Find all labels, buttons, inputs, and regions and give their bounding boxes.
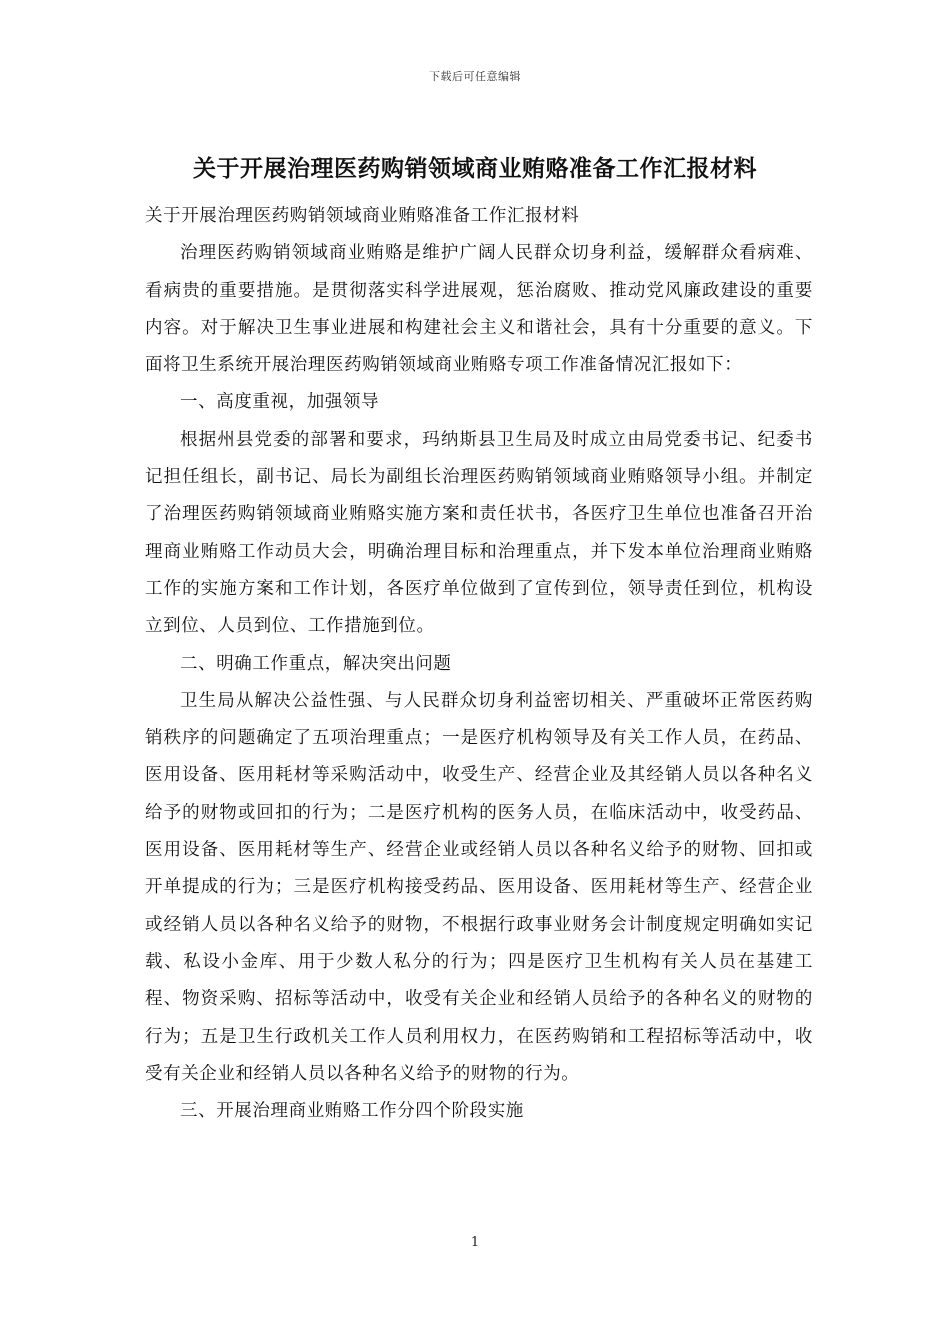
section-heading-3: 三、开展治理商业贿赂工作分四个阶段实施 [180, 1101, 524, 1122]
document-body [145, 198, 813, 1130]
section-heading-2: 二、明确工作重点，解决突出问题 [180, 653, 452, 674]
page-number: 1 [470, 1235, 480, 1250]
section-1-paragraph: 根据州县党委的部署和要求，玛纳斯县卫生局及时成立由局党委书记、纪委书记担任组长，副书记、局长为副组长治理医药购销领域商业贿赂领导小组。并制定了治理医药购销领域商业贿赂实施方案和责任状书，各医疗卫生单位也准备召开治理商业贿赂工作动员大会，明确治理目标和治理重点，并下发本单位治理商业贿赂工作的实施方案和工作计划，各医疗单位做到了宣传到位，领导责任到位，机构设立到位、人员到位、工作措施到位。 [145, 429, 813, 637]
section-heading-1: 一、高度重视，加强领导 [180, 392, 380, 413]
document-title: 关于开展治理医药购销领域商业贿赂准备工作汇报材料 [193, 155, 757, 182]
subtitle-paragraph: 关于开展治理医药购销领域商业贿赂准备工作汇报材料 [145, 206, 580, 226]
header-note: 下载后可任意编辑 [429, 70, 521, 83]
intro-paragraph: 治理医药购销领域商业贿赂是维护广阔人民群众切身利益，缓解群众看病难、看病贵的重要措施。是贯彻落实科学进展观，惩治腐败、推动党风廉政建设的重要内容。对于解决卫生事业进展和构建社会主义和谐社会，具有十分重要的意义。下面将卫生系统开展治理医药购销领域商业贿赂专项工作准备情况汇报如下： [145, 243, 813, 376]
section-2-paragraph: 卫生局从解决公益性强、与人民群众切身利益密切相关、严重破坏正常医药购销秩序的问题确定了五项治理重点；一是医疗机构领导及有关工作人员，在药品、医用设备、医用耗材等采购活动中，收受生产、经营企业及其经销人员以各种名义给予的财物或回扣的行为；二是医疗机构的医务人员，在临床活动中，收受药品、医用设备、医用耗材等生产、经营企业或经销人员以各种名义给予的财物、回扣或开单提成的行为；三是医疗机构接受药品、医用设备、医用耗材等生产、经营企业或经销人员以各种名义给予的财物，不根据行政事业财务会计制度规定明确如实记载、私设小金库、用于少数人私分的行为；四是医疗卫生机构有关人员在基建工程、物资采购、招标等活动中，收受有关企业和经销人员给予的各种名义的财物的行为；五是卫生行政机关工作人员利用权力，在医药购销和工程招标等活动中，收受有关企业和经销人员以各种名义给予的财物的行为。 [145, 690, 813, 1084]
